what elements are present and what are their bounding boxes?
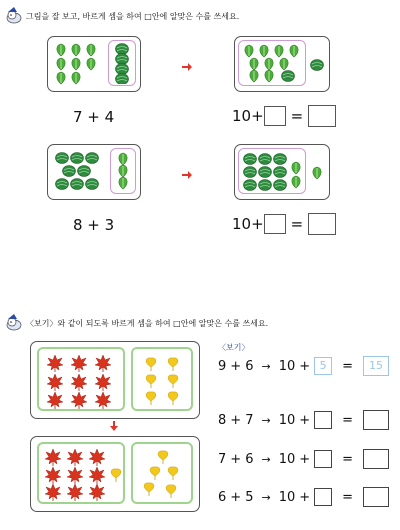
arrow-icon	[182, 63, 192, 71]
answer-box-2[interactable]	[363, 449, 389, 469]
problem1-right-panel	[234, 36, 330, 92]
equals-sign: =	[342, 451, 354, 467]
addend-a: 6	[218, 489, 227, 505]
watermelon-group	[110, 42, 134, 84]
ginkgo-leaves	[135, 446, 191, 502]
equals-sign: =	[342, 358, 354, 374]
problem1-left-panel	[47, 36, 141, 92]
ginkgo-group	[131, 347, 193, 411]
problem2-answer-row	[232, 213, 336, 235]
leaf-group	[52, 41, 108, 85]
problem2-left-panel	[47, 144, 141, 200]
addend-a: 8	[218, 412, 227, 428]
ten-label: 10	[278, 412, 296, 428]
plus-sign: +	[230, 358, 242, 374]
down-arrow-icon	[110, 421, 118, 431]
answer-box-1[interactable]	[314, 450, 332, 468]
mascot-icon	[4, 313, 24, 331]
answer-box-1[interactable]	[314, 488, 332, 506]
leaf-group	[112, 150, 134, 192]
equation-row-2	[218, 410, 389, 430]
ten-label: 10	[278, 489, 296, 505]
instruction-2: 〈보기〉와 같이 되도록 바르게 셈을 하여 □안에 알맞은 수를 쓰세요.	[26, 319, 269, 328]
example-box-2: 15	[363, 356, 389, 376]
ten-group	[238, 148, 306, 194]
leaves-panel-2	[30, 436, 200, 512]
watermelon-single	[309, 57, 325, 73]
ten-label: 10	[278, 451, 296, 467]
answer-box-2[interactable]	[308, 105, 336, 127]
ginkgo-leaves	[135, 351, 191, 409]
addend-b: 5	[245, 489, 254, 505]
equals-sign: =	[290, 215, 304, 233]
equation-row-4	[218, 487, 389, 507]
ten-plus-label: 10+	[232, 107, 264, 125]
arrow-icon: →	[261, 359, 271, 373]
ginkgo-group	[131, 442, 193, 504]
maple-group	[37, 347, 125, 411]
plus-sign: +	[230, 489, 242, 505]
watermelon-group	[52, 149, 110, 195]
answer-box-1[interactable]	[314, 411, 332, 429]
plus-sign: +	[299, 451, 311, 467]
arrow-icon	[182, 171, 192, 179]
maple-group	[37, 442, 125, 504]
answer-box-2[interactable]	[363, 410, 389, 430]
equation-row-1	[218, 356, 389, 376]
answer-box-2[interactable]	[308, 213, 336, 235]
arrow-icon: →	[261, 452, 271, 466]
addend-a: 7	[218, 451, 227, 467]
plus-sign: +	[299, 489, 311, 505]
addend-a: 9	[218, 358, 227, 374]
answer-box-2[interactable]	[363, 487, 389, 507]
plus-sign: +	[299, 412, 311, 428]
equation-row-3	[218, 449, 389, 469]
ten-group	[238, 40, 306, 86]
problem1-answer-row	[232, 105, 336, 127]
plus-sign: +	[299, 358, 311, 374]
addend-b: 6	[245, 358, 254, 374]
ten-label: 10	[278, 358, 296, 374]
maple-leaves	[41, 446, 123, 502]
ten-plus-label: 10+	[232, 215, 264, 233]
problem2-right-panel	[234, 144, 330, 200]
problem2-expression: 8 + 3	[73, 216, 115, 234]
answer-box-1[interactable]	[264, 214, 286, 234]
leaves-panel-1	[30, 341, 200, 419]
maple-leaves	[41, 351, 123, 409]
equals-sign: =	[342, 412, 354, 428]
watermelon-group	[240, 150, 304, 192]
problem1-expression: 7 + 4	[73, 108, 115, 126]
example-label: 〈보기〉	[218, 343, 250, 352]
addend-b: 7	[245, 412, 254, 428]
answer-box-1[interactable]	[264, 106, 286, 126]
equals-sign: =	[290, 107, 304, 125]
plus-sign: +	[230, 451, 242, 467]
leaf-single	[309, 165, 325, 181]
example-box-1: 5	[314, 357, 332, 375]
side-group	[110, 148, 136, 194]
side-group	[108, 40, 136, 86]
mascot-icon	[4, 6, 24, 24]
leaf-group	[240, 42, 304, 84]
addend-b: 6	[245, 451, 254, 467]
arrow-icon: →	[261, 413, 271, 427]
equals-sign: =	[342, 489, 354, 505]
instruction-1: 그림을 잘 보고, 바르게 셈을 하여 □안에 알맞은 수를 쓰세요.	[26, 12, 240, 21]
plus-sign: +	[230, 412, 242, 428]
arrow-icon: →	[261, 490, 271, 504]
